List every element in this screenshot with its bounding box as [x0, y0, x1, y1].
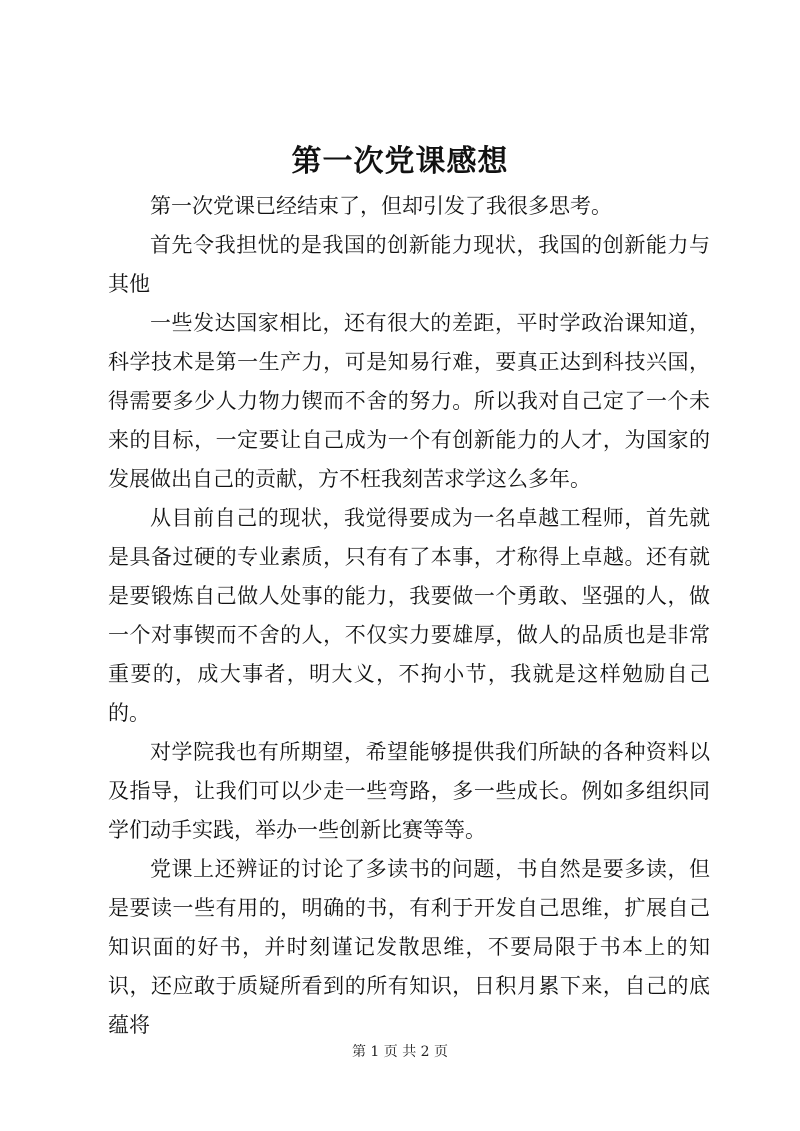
- paragraph-4: 从目前自己的现状，我觉得要成为一名卓越工程师，首先就是具备过硬的专业素质，只有有了本事，才称得上卓越。还有就是要锻炼自己做人处事的能力，我要做一个勇敢、坚强的人，做一个对事锲而不舍的人，不仅实力要雄厚，做人的品质也是非常重要的，成大事者，明大义，不拘小节，我就是这样勉励自己的。: [108, 506, 710, 725]
- page-footer: 第 1 页 共 2 页: [351, 1044, 449, 1060]
- paragraph-2: 首先令我担忧的是我国的创新能力现状，我国的创新能力与其他: [108, 233, 710, 296]
- paragraph-6: 党课上还辨证的讨论了多读书的问题，书自然是要多读，但是要读一些有用的，明确的书，有利于开发自己思维，扩展自己知识面的好书，并时刻谨记发散思维，不要局限于书本上的知识，还应敢于质疑所看到的所有知识，日积月累下来，自己的底蕴将: [108, 857, 710, 1037]
- paragraph-1: 第一次党课已经结束了，但却引发了我很多思考。: [150, 194, 612, 218]
- paragraph-5: 对学院我也有所期望，希望能够提供我们所缺的各种资料以及指导，让我们可以少走一些弯路，多一些成长。例如多组织同学们动手实践，举办一些创新比赛等等。: [108, 740, 710, 842]
- paragraph-3: 一些发达国家相比，还有很大的差距，平时学政治课知道，科学技术是第一生产力，可是知易行难，要真正达到科技兴国，得需要多少人力物力锲而不舍的努力。所以我对自己定了一个未来的目标，一定要让自己成为一个有创新能力的人才，为国家的发展做出自己的贡献，方不枉我刻苦求学这么多年。: [108, 311, 710, 491]
- document-title: 第一次党课感想: [291, 144, 509, 179]
- document-body: [108, 187, 710, 1045]
